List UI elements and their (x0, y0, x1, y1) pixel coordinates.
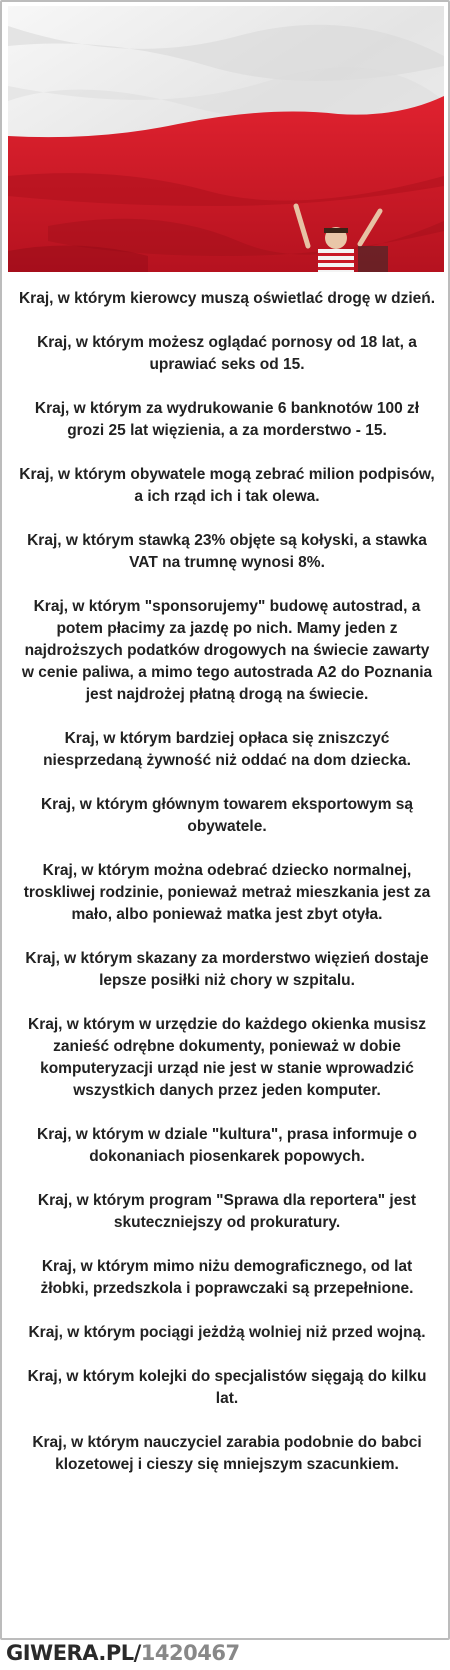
flag-image (8, 6, 444, 272)
list-item: Kraj, w którym kolejki do specjalistów sięgają do kilku lat. (27, 1368, 427, 1407)
list-item: Kraj, w którym głównym towarem eksportowym są obywatele. (40, 796, 414, 835)
list-item: Kraj, w którym skazany za morderstwo więzień dostaje lepsze posiłki niż chory w szpitalu. (25, 950, 429, 989)
watermark (6, 1641, 240, 1669)
list-item: Kraj, w którym pociągi jeżdżą wolniej niż przed wojną. (28, 1324, 426, 1341)
list-item: Kraj, w którym nauczyciel zarabia podobnie do babci klozetowej i cieszy się mniejszym szacunkiem. (32, 1434, 422, 1473)
list-item: Kraj, w którym za wydrukowanie 6 banknotów 100 zł grozi 25 lat więzienia, a za morderstwo - 15. (34, 400, 420, 439)
list-item: Kraj, w którym w urzędzie do każdego okienka musisz zanieść odrębne dokumenty, ponieważ w dobie komputeryzacji urząd nie jest w stanie wprowadzić wszystkich danych przez jeden komputer. (28, 1016, 426, 1099)
list-item: Kraj, w którym program "Sprawa dla reportera" jest skuteczniejszy od prokuratury. (37, 1192, 417, 1231)
list (18, 288, 436, 1498)
list-item: Kraj, w którym możesz oglądać pornosy od 18 lat, a uprawiać seks od 15. (37, 334, 417, 373)
list-item: Kraj, w którym bardziej opłaca się zniszczyć niesprzedaną żywność niż oddać na dom dziecka. (43, 730, 411, 769)
list-item: Kraj, w którym obywatele mogą zebrać milion podpisów, a ich rząd ich i tak olewa. (19, 466, 435, 505)
list-item: Kraj, w którym można odebrać dziecko normalnej, troskliwej rodzinie, ponieważ metraż mieszkania jest za mało, albo ponieważ matka jest zbyt otyła. (23, 862, 431, 923)
list-item: Kraj, w którym w dziale "kultura", prasa informuje o dokonaniach piosenkarek popowych. (37, 1126, 417, 1165)
list-item: Kraj, w którym "sponsorujemy" budowę autostrad, a potem płacimy za jazdę po nich. Mamy jeden z najdroższych podatków drogowych na świecie zawarty w cenie paliwa, a mimo tego autostrada A2 do Poznania jest najdrożej płatną drogą na świecie. (21, 598, 433, 703)
flag-photo (8, 6, 444, 272)
list-item: Kraj, w którym stawką 23% objęte są kołyski, a stawka VAT na trumnę wynosi 8%. (27, 532, 427, 571)
list-item: Kraj, w którym mimo niżu demograficznego, od lat żłobki, przedszkola i poprawczaki są przepełnione. (40, 1258, 414, 1297)
list-item: Kraj, w którym kierowcy muszą oświetlać drogę w dzień. (18, 290, 436, 307)
watermark-id: 1420467 (140, 1641, 240, 1665)
watermark-site: GIWERA.PL/ (6, 1641, 141, 1665)
